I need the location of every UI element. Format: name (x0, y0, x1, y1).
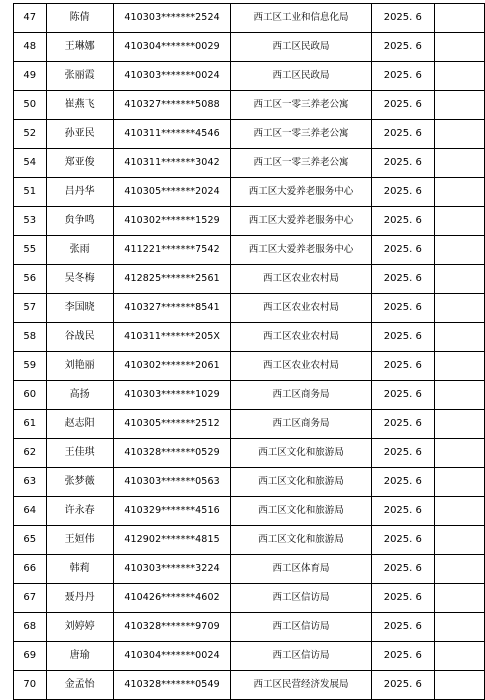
id-number: 410305*******2024 (113, 178, 231, 207)
table-row (14, 265, 485, 294)
row-number: 58 (14, 323, 47, 352)
person-name: 王佳琪 (46, 439, 113, 468)
row-number: 69 (14, 642, 47, 671)
person-name: 张丽霞 (46, 62, 113, 91)
id-number: 412825*******2561 (113, 265, 231, 294)
blank-cell (435, 265, 485, 294)
work-unit: 西工区大爱养老服务中心 (231, 207, 371, 236)
date-value: 2025. 6 (371, 671, 434, 700)
work-unit: 西工区体育局 (231, 555, 371, 584)
work-unit: 西工区一零三养老公寓 (231, 91, 371, 120)
table-body (14, 4, 485, 700)
blank-cell (435, 149, 485, 178)
blank-cell (435, 584, 485, 613)
table-row (14, 207, 485, 236)
row-number: 57 (14, 294, 47, 323)
work-unit: 西工区文化和旅游局 (231, 439, 371, 468)
table-row (14, 120, 485, 149)
row-number: 64 (14, 497, 47, 526)
row-number: 55 (14, 236, 47, 265)
row-number: 66 (14, 555, 47, 584)
id-number: 410311*******4546 (113, 120, 231, 149)
blank-cell (435, 642, 485, 671)
date-value: 2025. 6 (371, 642, 434, 671)
date-value: 2025. 6 (371, 178, 434, 207)
blank-cell (435, 323, 485, 352)
blank-cell (435, 468, 485, 497)
person-name: 张雨 (46, 236, 113, 265)
table-row (14, 584, 485, 613)
date-value: 2025. 6 (371, 410, 434, 439)
blank-cell (435, 497, 485, 526)
work-unit: 西工区文化和旅游局 (231, 468, 371, 497)
table-row (14, 468, 485, 497)
blank-cell (435, 62, 485, 91)
id-number: 411221*******7542 (113, 236, 231, 265)
date-value: 2025. 6 (371, 91, 434, 120)
id-number: 410426*******4602 (113, 584, 231, 613)
date-value: 2025. 6 (371, 555, 434, 584)
blank-cell (435, 120, 485, 149)
table-row (14, 381, 485, 410)
row-number: 56 (14, 265, 47, 294)
row-number: 49 (14, 62, 47, 91)
person-name: 金孟怡 (46, 671, 113, 700)
date-value: 2025. 6 (371, 294, 434, 323)
row-number: 47 (14, 4, 47, 33)
work-unit: 西工区民政局 (231, 33, 371, 62)
row-number: 54 (14, 149, 47, 178)
date-value: 2025. 6 (371, 33, 434, 62)
person-name: 崔燕飞 (46, 91, 113, 120)
person-name: 吕丹华 (46, 178, 113, 207)
row-number: 60 (14, 381, 47, 410)
blank-cell (435, 294, 485, 323)
date-value: 2025. 6 (371, 584, 434, 613)
table-row (14, 294, 485, 323)
row-number: 62 (14, 439, 47, 468)
personnel-table (13, 3, 485, 700)
table-row (14, 410, 485, 439)
row-number: 70 (14, 671, 47, 700)
table-row (14, 352, 485, 381)
person-name: 韩莉 (46, 555, 113, 584)
id-number: 410303*******2524 (113, 4, 231, 33)
id-number: 410329*******4516 (113, 497, 231, 526)
work-unit: 西工区民营经济发展局 (231, 671, 371, 700)
id-number: 410303*******3224 (113, 555, 231, 584)
person-name: 郑亚俊 (46, 149, 113, 178)
person-name: 陈倩 (46, 4, 113, 33)
date-value: 2025. 6 (371, 62, 434, 91)
person-name: 吴冬梅 (46, 265, 113, 294)
work-unit: 西工区一零三养老公寓 (231, 120, 371, 149)
id-number: 410328*******0529 (113, 439, 231, 468)
id-number: 410303*******1029 (113, 381, 231, 410)
blank-cell (435, 207, 485, 236)
person-name: 唐瑜 (46, 642, 113, 671)
table-row (14, 671, 485, 700)
id-number: 410311*******3042 (113, 149, 231, 178)
date-value: 2025. 6 (371, 497, 434, 526)
row-number: 48 (14, 33, 47, 62)
person-name: 王姮伟 (46, 526, 113, 555)
date-value: 2025. 6 (371, 149, 434, 178)
work-unit: 西工区信访局 (231, 642, 371, 671)
row-number: 50 (14, 91, 47, 120)
date-value: 2025. 6 (371, 439, 434, 468)
id-number: 410327*******8541 (113, 294, 231, 323)
work-unit: 西工区大爱养老服务中心 (231, 236, 371, 265)
table-row (14, 526, 485, 555)
blank-cell (435, 671, 485, 700)
blank-cell (435, 526, 485, 555)
person-name: 聂丹丹 (46, 584, 113, 613)
table-row (14, 178, 485, 207)
id-number: 410303*******0563 (113, 468, 231, 497)
table-row (14, 4, 485, 33)
date-value: 2025. 6 (371, 236, 434, 265)
id-number: 410304*******0024 (113, 642, 231, 671)
date-value: 2025. 6 (371, 4, 434, 33)
person-name: 孙亚民 (46, 120, 113, 149)
work-unit: 西工区商务局 (231, 410, 371, 439)
row-number: 51 (14, 178, 47, 207)
work-unit: 西工区农业农村局 (231, 294, 371, 323)
row-number: 67 (14, 584, 47, 613)
date-value: 2025. 6 (371, 265, 434, 294)
table-row (14, 555, 485, 584)
person-name: 王琳娜 (46, 33, 113, 62)
table-row (14, 149, 485, 178)
blank-cell (435, 613, 485, 642)
work-unit: 西工区民政局 (231, 62, 371, 91)
work-unit: 西工区农业农村局 (231, 352, 371, 381)
person-name: 李国晓 (46, 294, 113, 323)
person-name: 赵志阳 (46, 410, 113, 439)
work-unit: 西工区信访局 (231, 613, 371, 642)
id-number: 410303*******0024 (113, 62, 231, 91)
table-row (14, 439, 485, 468)
row-number: 68 (14, 613, 47, 642)
date-value: 2025. 6 (371, 468, 434, 497)
blank-cell (435, 91, 485, 120)
date-value: 2025. 6 (371, 120, 434, 149)
work-unit: 西工区信访局 (231, 584, 371, 613)
blank-cell (435, 178, 485, 207)
id-number: 410302*******1529 (113, 207, 231, 236)
table-row (14, 91, 485, 120)
date-value: 2025. 6 (371, 381, 434, 410)
date-value: 2025. 6 (371, 613, 434, 642)
id-number: 410328*******0549 (113, 671, 231, 700)
person-name: 贠争鸣 (46, 207, 113, 236)
id-number: 412902*******4815 (113, 526, 231, 555)
person-name: 许永春 (46, 497, 113, 526)
blank-cell (435, 410, 485, 439)
work-unit: 西工区大爱养老服务中心 (231, 178, 371, 207)
table-row (14, 323, 485, 352)
work-unit: 西工区一零三养老公寓 (231, 149, 371, 178)
blank-cell (435, 555, 485, 584)
row-number: 65 (14, 526, 47, 555)
date-value: 2025. 6 (371, 352, 434, 381)
person-name: 刘艳丽 (46, 352, 113, 381)
person-name: 谷战民 (46, 323, 113, 352)
work-unit: 西工区工业和信息化局 (231, 4, 371, 33)
blank-cell (435, 352, 485, 381)
blank-cell (435, 33, 485, 62)
id-number: 410304*******0029 (113, 33, 231, 62)
table-row (14, 497, 485, 526)
table-row (14, 62, 485, 91)
date-value: 2025. 6 (371, 323, 434, 352)
blank-cell (435, 4, 485, 33)
table-row (14, 236, 485, 265)
row-number: 53 (14, 207, 47, 236)
person-name: 高扬 (46, 381, 113, 410)
row-number: 61 (14, 410, 47, 439)
person-name: 刘婷婷 (46, 613, 113, 642)
person-name: 张梦薇 (46, 468, 113, 497)
work-unit: 西工区文化和旅游局 (231, 497, 371, 526)
blank-cell (435, 236, 485, 265)
row-number: 52 (14, 120, 47, 149)
date-value: 2025. 6 (371, 526, 434, 555)
work-unit: 西工区文化和旅游局 (231, 526, 371, 555)
table-row (14, 33, 485, 62)
table-row (14, 613, 485, 642)
table-row (14, 642, 485, 671)
row-number: 63 (14, 468, 47, 497)
work-unit: 西工区农业农村局 (231, 265, 371, 294)
id-number: 410328*******9709 (113, 613, 231, 642)
work-unit: 西工区农业农村局 (231, 323, 371, 352)
id-number: 410302*******2061 (113, 352, 231, 381)
date-value: 2025. 6 (371, 207, 434, 236)
row-number: 59 (14, 352, 47, 381)
work-unit: 西工区商务局 (231, 381, 371, 410)
id-number: 410311*******205X (113, 323, 231, 352)
blank-cell (435, 381, 485, 410)
id-number: 410327*******5088 (113, 91, 231, 120)
id-number: 410305*******2512 (113, 410, 231, 439)
blank-cell (435, 439, 485, 468)
